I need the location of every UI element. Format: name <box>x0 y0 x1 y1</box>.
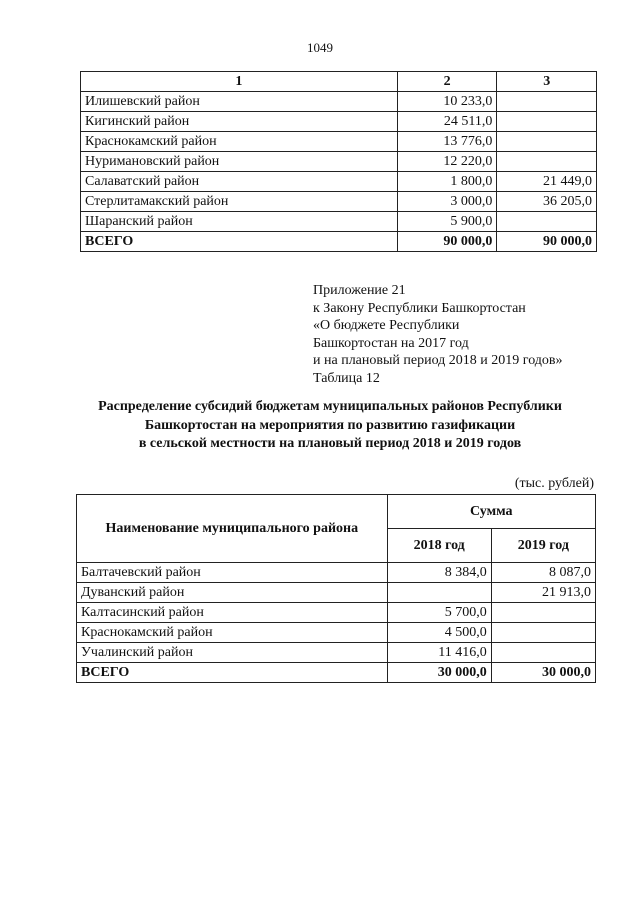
table-row <box>81 112 597 132</box>
amount-col3 <box>497 212 597 232</box>
amount-col3 <box>497 92 597 112</box>
total-label: ВСЕГО <box>81 232 398 252</box>
amount-col2: 12 220,0 <box>397 152 497 172</box>
total-2019: 30 000,0 <box>491 663 595 683</box>
amount-2019 <box>491 623 595 643</box>
appendix-line: Таблица 12 <box>313 370 380 386</box>
amount-2018: 4 500,0 <box>387 623 491 643</box>
total-2018: 30 000,0 <box>387 663 491 683</box>
year-2018-header: 2018 год <box>387 529 491 563</box>
district-name: Стерлитамакский район <box>81 192 398 212</box>
total-row <box>77 663 596 683</box>
amount-2018: 11 416,0 <box>387 643 491 663</box>
column-header: 2 <box>397 72 497 92</box>
amount-col3 <box>497 152 597 172</box>
district-name: Шаранский район <box>81 212 398 232</box>
table-title <box>60 398 600 454</box>
total-col3: 90 000,0 <box>497 232 597 252</box>
page-number: 1049 <box>307 40 333 55</box>
table-row <box>77 623 596 643</box>
amount-2018 <box>387 583 491 603</box>
amount-col2: 13 776,0 <box>397 132 497 152</box>
amount-2018: 5 700,0 <box>387 603 491 623</box>
district-name: Калтасинский район <box>77 603 388 623</box>
table-row <box>81 92 597 112</box>
appendix-reference <box>313 282 563 387</box>
district-name: Краснокамский район <box>77 623 388 643</box>
table-row <box>77 563 596 583</box>
amount-col2: 5 900,0 <box>397 212 497 232</box>
table-row <box>81 132 597 152</box>
amount-col2: 3 000,0 <box>397 192 497 212</box>
amount-2019 <box>491 603 595 623</box>
appendix-line: Приложение 21 <box>313 283 406 298</box>
amount-col3 <box>497 132 597 152</box>
amount-2019: 21 913,0 <box>491 583 595 603</box>
amount-col3: 21 449,0 <box>497 172 597 192</box>
table-row <box>77 643 596 663</box>
total-col2: 90 000,0 <box>397 232 497 252</box>
district-name: Краснокамский район <box>81 132 398 152</box>
district-column-header: Наименование муниципального района <box>77 495 388 563</box>
column-header: 3 <box>497 72 597 92</box>
district-name: Дуванский район <box>77 583 388 603</box>
amount-2018: 8 384,0 <box>387 563 491 583</box>
sum-column-header: Сумма <box>387 495 595 529</box>
districts-table-continued <box>80 71 597 252</box>
amount-2019 <box>491 643 595 663</box>
appendix-line: Башкортостан на 2017 год <box>313 335 469 351</box>
column-header: 1 <box>81 72 398 92</box>
amount-col3 <box>497 112 597 132</box>
appendix-line: к Закону Республики Башкортостан <box>313 300 526 316</box>
amount-col3: 36 205,0 <box>497 192 597 212</box>
title-line: Башкортостан на мероприятия по развитию газификации <box>144 417 516 433</box>
table-row <box>77 583 596 603</box>
amount-col2: 10 233,0 <box>397 92 497 112</box>
table-row <box>81 152 597 172</box>
district-name: Нуримановский район <box>81 152 398 172</box>
district-name: Илишевский район <box>81 92 398 112</box>
subsidies-table <box>76 494 596 683</box>
table-header-row <box>77 495 596 529</box>
table-row <box>81 172 597 192</box>
appendix-line: «О бюджете Республики <box>313 318 460 333</box>
title-line: Распределение субсидий бюджетам муниципальных районов Республики <box>98 399 562 414</box>
district-name: Учалинский район <box>77 643 388 663</box>
district-name: Кигинский район <box>81 112 398 132</box>
title-line: в сельской местности на плановый период 2018 и 2019 годов <box>138 436 522 451</box>
year-2019-header: 2019 год <box>491 529 595 563</box>
total-row <box>81 232 597 252</box>
table-row <box>77 603 596 623</box>
district-name: Салаватский район <box>81 172 398 192</box>
table-row <box>81 212 597 232</box>
total-label: ВСЕГО <box>77 663 388 683</box>
amount-2019: 8 087,0 <box>491 563 595 583</box>
table-header-row <box>81 72 597 92</box>
amount-col2: 24 511,0 <box>397 112 497 132</box>
district-name: Балтачевский район <box>77 563 388 583</box>
appendix-line: и на плановый период 2018 и 2019 годов» <box>313 353 563 368</box>
units-label: (тыс. рублей) <box>514 476 594 491</box>
amount-col2: 1 800,0 <box>397 172 497 192</box>
table-row <box>81 192 597 212</box>
